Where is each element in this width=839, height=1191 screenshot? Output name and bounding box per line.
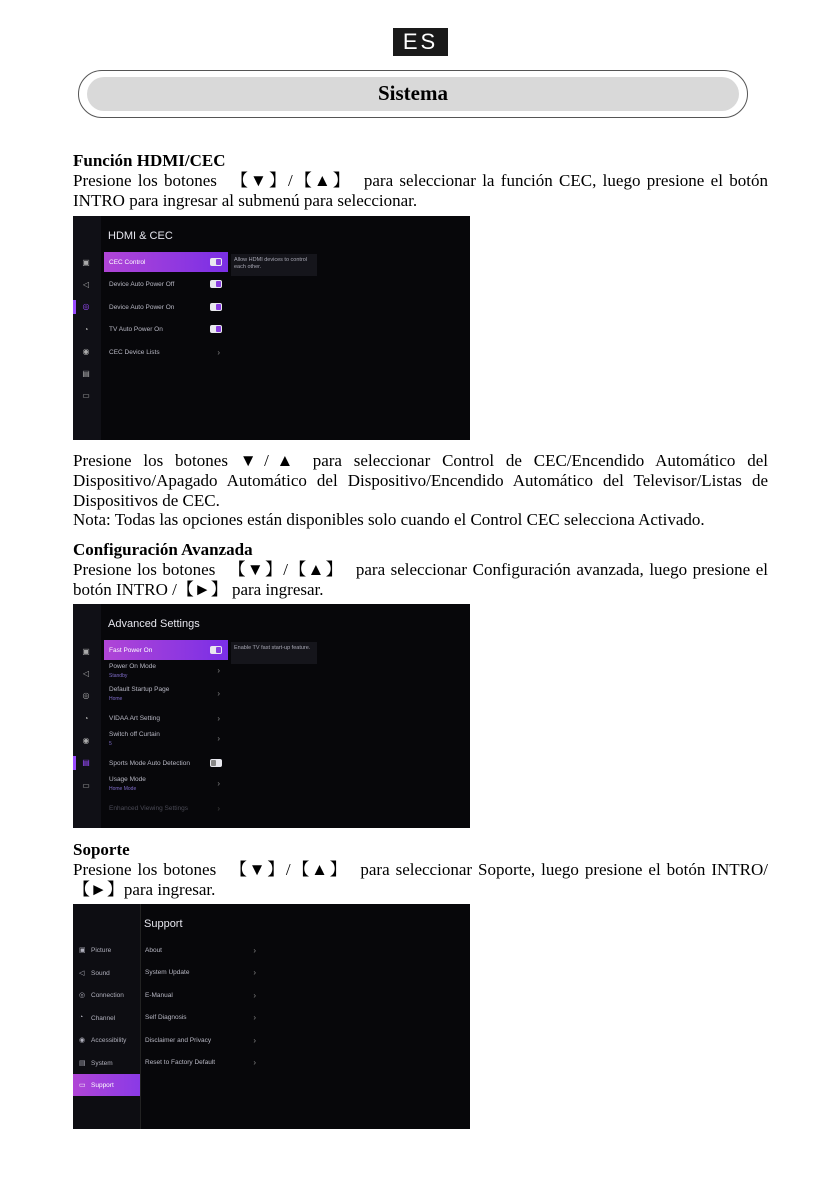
panel-title: Support	[144, 918, 183, 930]
menu-item-power-on-mode[interactable]: Power On Mode Standby ›	[109, 663, 220, 679]
language-badge: ES	[393, 28, 448, 56]
support-icon: ▭	[79, 1082, 86, 1089]
sidebar-item-support[interactable]: ▭ Support	[73, 1074, 140, 1096]
menu-item-enhanced-viewing[interactable]: Enhanced Viewing Settings ›	[109, 804, 220, 813]
menu-item-usage-mode[interactable]: Usage Mode Home Mode ›	[109, 776, 220, 792]
accessibility-icon: ◉	[79, 1037, 86, 1044]
support-icon: ▭	[82, 391, 90, 400]
chevron-right-icon: ›	[217, 779, 220, 788]
tv-screen-advanced	[73, 604, 470, 828]
note-hdmi-cec: Nota: Todas las opciones están disponibles solo cuando el Control CEC selecciona Activado.	[73, 510, 705, 529]
system-icon: ▤	[82, 758, 90, 767]
channel-icon: ◔	[79, 1014, 84, 1021]
paragraph-advanced-intro: Presione los botones 【▼】/【▲】 para seleccionar Configuración avanzada, luego presione el botón INTRO /【►】 para ingresar.	[73, 560, 768, 599]
sidebar-item-channel[interactable]: ◔ Channel	[79, 1014, 116, 1022]
menu-item-system-update[interactable]: System Update ›	[145, 968, 256, 977]
sound-icon: ◁	[82, 280, 90, 289]
sidebar-item-system[interactable]: ▤ System	[79, 1060, 113, 1067]
menu-item-default-startup-page[interactable]: Default Startup Page Home ›	[109, 686, 220, 702]
chevron-right-icon: ›	[253, 946, 256, 955]
menu-item-e-manual[interactable]: E-Manual ›	[145, 991, 256, 1000]
connection-icon: ◎	[82, 302, 90, 311]
connection-icon: ◎	[82, 691, 90, 700]
paragraph-support-intro: Presione los botones 【▼】/【▲】 para seleccionar Soporte, luego presione el botón INTRO/【►】para ingresar.	[73, 860, 768, 899]
picture-icon: ▣	[79, 947, 86, 954]
section-banner	[78, 70, 748, 118]
menu-item-cec-device-lists[interactable]: CEC Device Lists ›	[109, 348, 220, 357]
toggle-icon[interactable]	[210, 280, 222, 288]
sound-icon: ◁	[82, 669, 90, 678]
chevron-right-icon: ›	[253, 968, 256, 977]
sidebar-item-accessibility[interactable]: ◉ Accessibility	[79, 1037, 127, 1044]
rail-selection	[73, 756, 76, 770]
menu-item-reset-factory[interactable]: Reset to Factory Default ›	[145, 1058, 256, 1067]
sidebar-item-sound[interactable]: ◁ Sound	[79, 970, 110, 977]
toggle-icon[interactable]	[210, 646, 222, 654]
menu-item-device-auto-power-on[interactable]: Device Auto Power On	[104, 297, 228, 317]
icon-rail	[73, 216, 101, 440]
help-hint: Enable TV fast start-up feature.	[231, 642, 317, 664]
rail-selection	[73, 300, 76, 314]
heading-support: Soporte	[73, 840, 130, 859]
chevron-right-icon: ›	[217, 804, 220, 813]
sidebar-item-picture[interactable]: ▣ Picture	[79, 947, 112, 954]
help-hint: Allow HDMI devices to control each other.	[231, 254, 317, 276]
icon-rail	[73, 604, 101, 828]
tv-screen-hdmi-cec	[73, 216, 470, 440]
chevron-right-icon: ›	[217, 714, 220, 723]
settings-sidebar	[73, 904, 141, 1129]
toggle-icon[interactable]	[210, 303, 222, 311]
heading-advanced: Configuración Avanzada	[73, 540, 253, 559]
chevron-right-icon: ›	[253, 1058, 256, 1067]
menu-item-self-diagnosis[interactable]: Self Diagnosis ›	[145, 1013, 256, 1022]
chevron-right-icon: ›	[253, 1013, 256, 1022]
toggle-icon[interactable]	[210, 759, 222, 767]
panel-title: Advanced Settings	[108, 618, 200, 630]
accessibility-icon: ◉	[82, 347, 90, 356]
chevron-right-icon: ›	[217, 348, 220, 357]
chevron-right-icon: ›	[217, 734, 220, 743]
panel-title: HDMI & CEC	[108, 230, 173, 242]
menu-item-tv-auto-power-on[interactable]: TV Auto Power On	[104, 319, 228, 339]
menu-item-sports-mode[interactable]: Sports Mode Auto Detection	[104, 753, 228, 773]
paragraph-hdmi-cec-intro: Presione los botones 【▼】/【▲】 para seleccionar la función CEC, luego presione el botón INTRO para ingresar al submenú para seleccionar.	[73, 171, 768, 210]
picture-icon: ▣	[82, 647, 90, 656]
toggle-icon[interactable]	[210, 258, 222, 266]
sound-icon: ◁	[79, 970, 85, 977]
chevron-right-icon: ›	[217, 666, 220, 675]
system-icon: ▤	[82, 369, 90, 378]
menu-item-device-auto-power-off[interactable]: Device Auto Power Off	[104, 274, 228, 294]
channel-icon: ◔	[83, 325, 89, 334]
menu-item-switch-off-curtain[interactable]: Switch off Curtain 5 ›	[109, 731, 220, 747]
tv-screen-support	[73, 904, 470, 1129]
menu-item-vidaa-art-setting[interactable]: VIDAA Art Setting ›	[109, 714, 220, 723]
channel-icon: ◔	[83, 714, 89, 723]
toggle-icon[interactable]	[210, 325, 222, 333]
page-title: Sistema	[87, 77, 739, 111]
chevron-right-icon: ›	[217, 689, 220, 698]
menu-item-cec-control[interactable]: CEC Control	[104, 252, 228, 272]
heading-hdmi-cec: Función HDMI/CEC	[73, 151, 226, 170]
menu-item-fast-power-on[interactable]: Fast Power On	[104, 640, 228, 660]
chevron-right-icon: ›	[253, 991, 256, 1000]
system-icon: ▤	[79, 1060, 86, 1067]
connection-icon: ◎	[79, 992, 86, 999]
chevron-right-icon: ›	[253, 1036, 256, 1045]
menu-item-disclaimer-privacy[interactable]: Disclaimer and Privacy ›	[145, 1036, 256, 1045]
accessibility-icon: ◉	[82, 736, 90, 745]
paragraph-hdmi-cec-options: Presione los botones ▼/▲ para seleccionar Control de CEC/Encendido Automático del Dispositivo/Apagado Automático del Dispositivo/Encendido Automático del Televisor/Listas de Dispositivos de CEC.	[73, 451, 768, 510]
menu-item-about[interactable]: About ›	[145, 946, 256, 955]
picture-icon: ▣	[82, 258, 90, 267]
support-icon: ▭	[82, 781, 90, 790]
sidebar-item-connection[interactable]: ◎ Connection	[79, 992, 124, 999]
